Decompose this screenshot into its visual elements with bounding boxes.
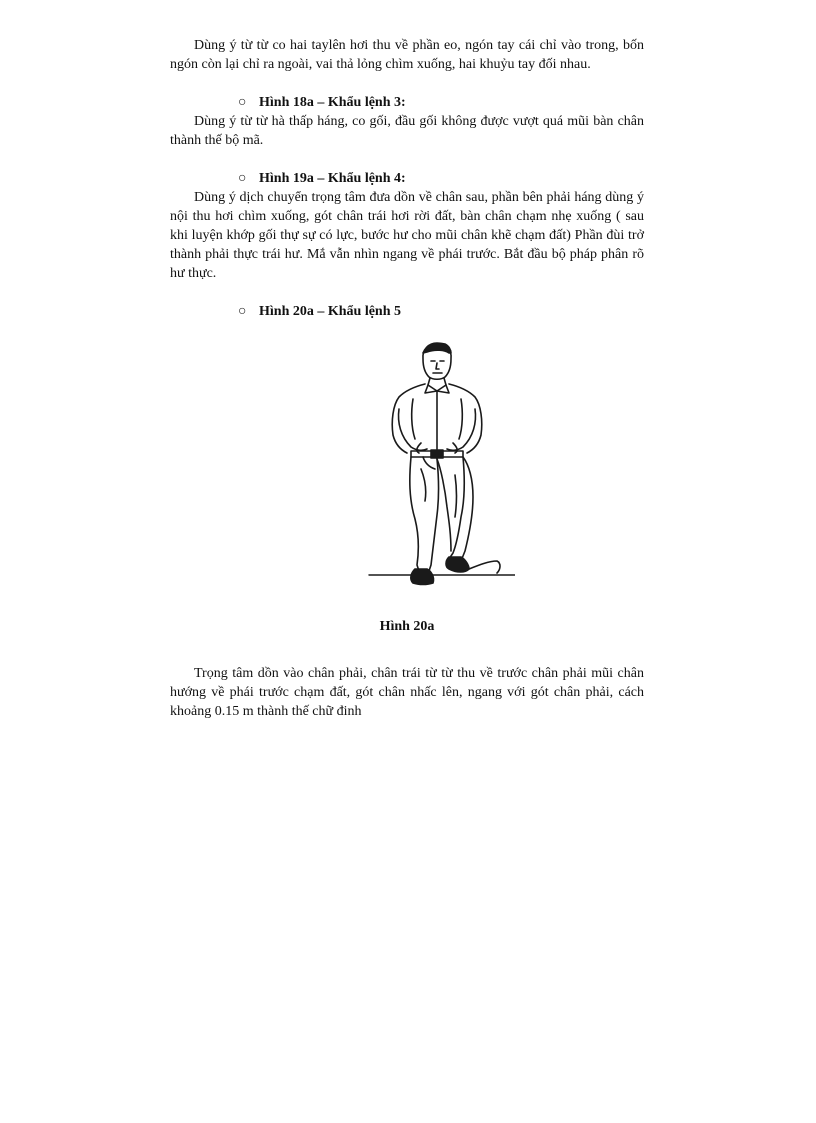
heading-18a-text: Hình 18a – Khẩu lệnh 3: xyxy=(259,95,406,110)
heading-20a xyxy=(170,302,644,321)
figure-20a xyxy=(170,339,644,599)
step4-paragraph: Dùng ý dịch chuyển trọng tâm đưa dồn về chân sau, phần bên phải háng dùng ý nội thu hơi chìm xuống, gót chân trái hơi rời đất, bàn chân chạm nhẹ xuống ( sau khi luyện khớp gối thự sự có lực, bước hư cho mũi chân khẽ chạm đất) Phần đùi trở thành phải thực trái hư. Mắ vẫn nhìn ngang về phái trước. Bắt đầu bộ pháp phân rõ hư thực. xyxy=(170,190,644,281)
step3-paragraph: Dùng ý từ từ hà thấp háng, co gối, đầu gối không được vượt quá mũi bàn chân thành thế bộ mã. xyxy=(170,114,644,148)
after-figure-paragraph: Trọng tâm dồn vào chân phải, chân trái từ từ thu về trước chân phải mũi chân hướng về phái trước chạm đất, gót chân nhấc lên, ngang với gót chân phải, cách khoảng 0.15 m thành thế chữ đinh xyxy=(170,666,644,719)
heading-18a xyxy=(170,93,644,112)
heading-20a-text: Hình 20a – Khẩu lệnh 5 xyxy=(259,304,401,319)
bullet-icon: ○ xyxy=(238,304,247,319)
standing-figure-illustration xyxy=(365,339,515,591)
bullet-icon: ○ xyxy=(238,95,247,110)
intro-paragraph: Dùng ý từ từ co hai taylên hơi thu về phần eo, ngón tay cái chỉ vào trong, bốn ngón còn lại chỉ ra ngoài, vai thả lỏng chìm xuống, hai khuỷu tay đối nhau. xyxy=(170,38,644,72)
document-page xyxy=(170,36,644,721)
figure-caption: Hình 20a xyxy=(379,619,435,634)
heading-19a xyxy=(170,169,644,188)
bullet-icon: ○ xyxy=(238,171,247,186)
heading-19a-text: Hình 19a – Khẩu lệnh 4: xyxy=(259,171,406,186)
